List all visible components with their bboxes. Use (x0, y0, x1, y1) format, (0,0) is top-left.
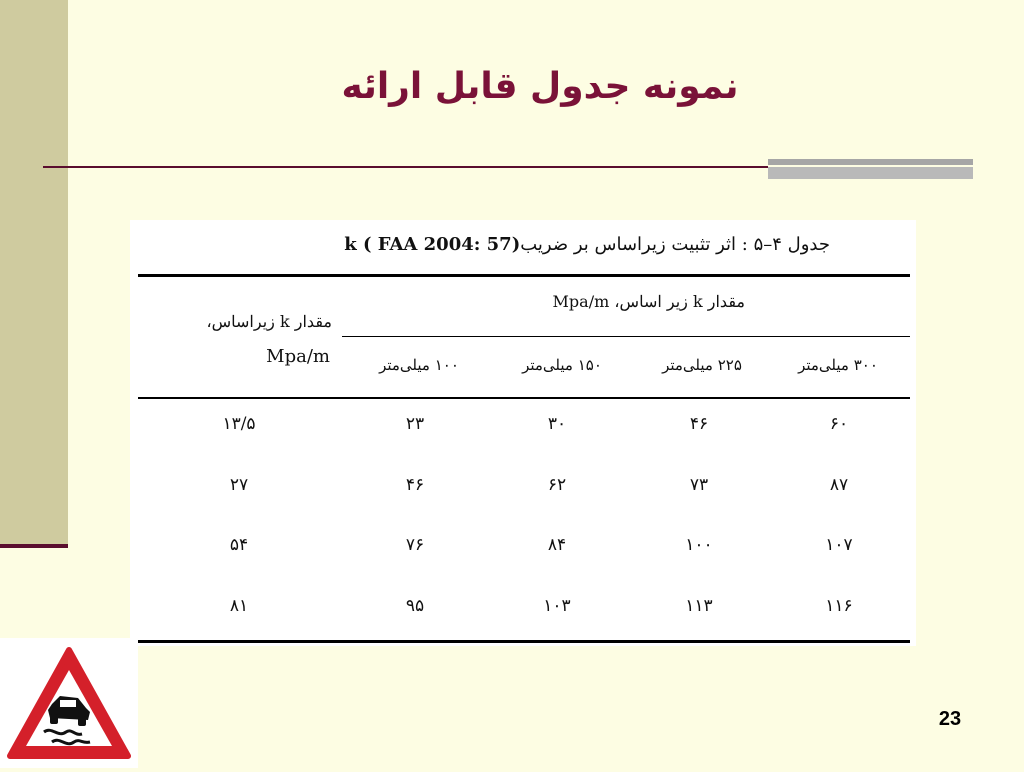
table-cell: ۸۱ (229, 596, 249, 616)
header-k-unit: Mpa/m (266, 346, 330, 367)
table-cell: ۵۴ (229, 535, 249, 555)
subheader-300mm: ۳۰۰ میلی‌متر (798, 356, 878, 374)
table-cell: ۲۷ (229, 475, 249, 495)
title-divider-gray-block (768, 159, 973, 179)
table-cell: ۷۳ (689, 475, 709, 495)
table-cell: ۱۰۳ (543, 596, 571, 616)
header-subbase-k: مقدار k زیر اساس، Mpa/m (552, 292, 745, 311)
table-cell: ۲۳ (405, 414, 425, 434)
table-cell: ۱۰۰ (685, 535, 713, 555)
header-bottom-rule (138, 397, 910, 399)
table-cell: ۱۱۳ (685, 596, 713, 616)
slippery-road-sign-icon (0, 638, 138, 768)
table-cell: ۷۶ (405, 535, 425, 555)
table-caption (130, 234, 830, 255)
table-cell: ۴۶ (405, 475, 425, 495)
page-number: 23 (938, 708, 962, 730)
table-cell: ۱۱۶ (825, 596, 853, 616)
header-mid-rule (342, 336, 910, 337)
caption-reference: k ( FAA 2004: 57) (344, 234, 521, 255)
slide-title: نمونه جدول قابل ارائه (341, 66, 739, 107)
subheader-225mm: ۲۲۵ میلی‌متر (662, 356, 742, 374)
table-cell: ۹۵ (405, 596, 425, 616)
table-cell: ۸۷ (829, 475, 849, 495)
table-cell: ۶۲ (547, 475, 567, 495)
table-cell: ۴۶ (689, 414, 709, 434)
table-top-rule (138, 274, 910, 277)
left-bar-accent-line (0, 544, 68, 548)
subheader-100mm: ۱۰۰ میلی‌متر (379, 356, 459, 374)
table-cell: ۸۴ (547, 535, 567, 555)
table-image (130, 220, 916, 646)
table-cell: ۳۰ (547, 414, 567, 434)
subheader-150mm: ۱۵۰ میلی‌متر (522, 356, 602, 374)
table-cell: ۶۰ (829, 414, 849, 434)
header-k-value: مقدار k زیراساس، (206, 312, 332, 331)
caption-persian: جدول ۴–۵ : اثر تثبیت زیراساس بر ضریب (520, 234, 830, 255)
title-divider (43, 166, 773, 168)
table-bottom-rule (138, 640, 910, 643)
table-cell: ۱۳/۵ (222, 414, 256, 434)
table-cell: ۱۰۷ (825, 535, 853, 555)
